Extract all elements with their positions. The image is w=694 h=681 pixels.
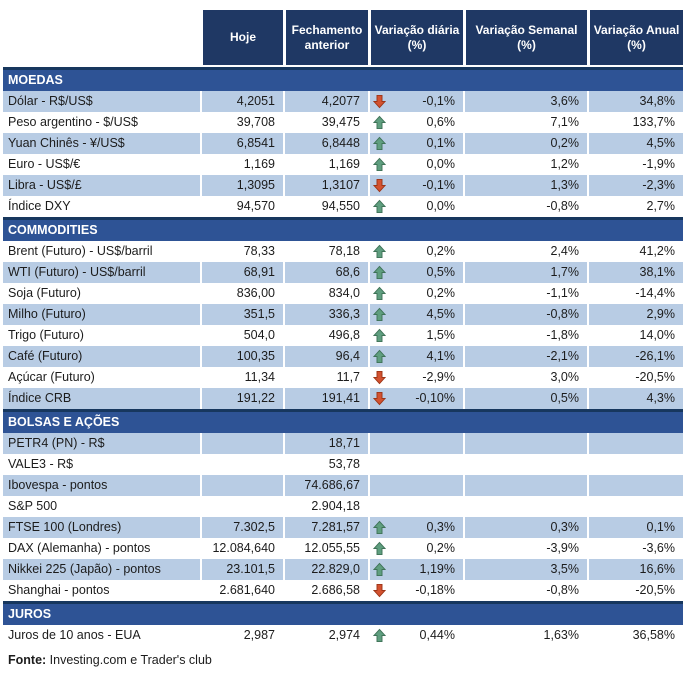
hoje-value: 78,33 [200,241,283,262]
daily-variation-value: -0,1% [422,178,455,192]
up-arrow-icon [373,307,386,322]
daily-variation-cell [368,580,463,601]
down-arrow-icon [373,583,386,598]
row-label: VALE3 - R$ [8,457,74,471]
weekly-variation-value [463,454,587,475]
daily-variation-cell [368,325,463,346]
fechamento-value: 11,7 [283,367,368,388]
table-row [3,454,683,475]
table-row [3,112,683,133]
section-header: JUROS [3,601,683,625]
trend-icon-slot [373,478,387,493]
annual-variation-value: 38,1% [587,262,683,283]
annual-variation-value: 4,5% [587,133,683,154]
source-label: Fonte: [8,653,47,667]
daily-variation-value: 0,5% [426,265,455,279]
weekly-variation-value: 3,0% [463,367,587,388]
table-row [3,496,683,517]
row-label: Milho (Futuro) [3,304,200,325]
weekly-variation-value [463,475,587,496]
daily-variation-cell [368,517,463,538]
table-body [3,67,683,646]
trend-icon-slot [373,499,387,514]
fechamento-value: 22.829,0 [283,559,368,580]
annual-variation-value: -20,5% [587,580,683,601]
annual-variation-value: -1,9% [587,154,683,175]
down-arrow-icon [373,178,386,193]
daily-variation-value: 0,6% [426,115,455,129]
annual-variation-value: -14,4% [587,283,683,304]
up-arrow-icon [373,562,386,577]
daily-variation-cell [368,133,463,154]
section-header: BOLSAS E AÇÕES [3,409,683,433]
row-label: Euro - US$/€ [8,157,81,171]
annual-variation-value: -20,5% [587,367,683,388]
fechamento-value: 2.904,18 [283,496,368,517]
table-row [3,580,683,601]
column-header-fechamento: Fechamento anterior [283,10,368,65]
column-header-variacao-diaria: Variação diária (%) [368,10,463,65]
row-label: Nikkei 225 (Japão) - pontos [3,559,200,580]
weekly-variation-value: 3,5% [463,559,587,580]
hoje-value [200,433,283,454]
down-arrow-icon [373,391,386,406]
trend-icon-slot [373,520,387,535]
table-header-row [3,10,683,65]
weekly-variation-value: -1,8% [463,325,587,346]
weekly-variation-value: 3,6% [463,91,587,112]
hoje-value: 504,0 [200,325,283,346]
hoje-value: 6,8541 [200,133,283,154]
trend-icon-slot [373,436,387,451]
hoje-value: 836,00 [200,283,283,304]
column-header-variacao-semanal: Variação Semanal (%) [463,10,587,65]
weekly-variation-value: 0,3% [463,517,587,538]
hoje-value: 94,570 [200,196,283,217]
row-label: Shanghai - pontos [8,583,110,597]
fechamento-value: 39,475 [283,112,368,133]
daily-variation-value: 4,1% [426,349,455,363]
fechamento-value: 4,2077 [283,91,368,112]
daily-variation-value: -2,9% [422,370,455,384]
annual-variation-value: 41,2% [587,241,683,262]
daily-variation-cell [368,196,463,217]
trend-icon-slot [373,178,387,193]
hoje-value: 191,22 [200,388,283,409]
row-label: Libra - US$/£ [3,175,200,196]
annual-variation-value: 4,3% [587,388,683,409]
up-arrow-icon [373,265,386,280]
row-label: FTSE 100 (Londres) [3,517,200,538]
hoje-value: 7.302,5 [200,517,283,538]
up-arrow-icon [373,286,386,301]
up-arrow-icon [373,541,386,556]
hoje-value: 39,708 [200,112,283,133]
fechamento-value: 2.686,58 [283,580,368,601]
fechamento-value: 496,8 [283,325,368,346]
weekly-variation-value [463,433,587,454]
weekly-variation-value: -2,1% [463,346,587,367]
weekly-variation-value: -0,8% [463,196,587,217]
hoje-value [200,475,283,496]
annual-variation-value: 36,58% [587,625,683,646]
trend-icon-slot [373,583,387,598]
daily-variation-cell [368,154,463,175]
row-label: Brent (Futuro) - US$/barril [8,244,153,258]
weekly-variation-value: 7,1% [463,112,587,133]
daily-variation-cell [368,625,463,646]
row-label: S&P 500 [8,499,58,513]
annual-variation-value [587,433,683,454]
table-row [3,262,683,283]
annual-variation-value: 16,6% [587,559,683,580]
hoje-value: 2,987 [200,625,283,646]
up-arrow-icon [373,157,386,172]
trend-icon-slot [373,286,387,301]
daily-variation-value: 0,44% [419,628,455,642]
fechamento-value: 1,169 [283,154,368,175]
daily-variation-value: 0,3% [426,520,455,534]
daily-variation-cell [368,454,463,475]
weekly-variation-value [463,496,587,517]
trend-icon-slot [373,265,387,280]
daily-variation-cell [368,304,463,325]
fechamento-value: 6,8448 [283,133,368,154]
weekly-variation-value: 1,7% [463,262,587,283]
table-row [3,283,683,304]
row-label: Soja (Futuro) [8,286,81,300]
section-header: MOEDAS [3,67,683,91]
row-label: Índice DXY [8,199,71,213]
annual-variation-value: 0,1% [587,517,683,538]
table-row [3,133,683,154]
hoje-value: 12.084,640 [200,538,283,559]
annual-variation-value: 14,0% [587,325,683,346]
fechamento-value: 94,550 [283,196,368,217]
market-report-table [3,10,683,669]
hoje-value: 351,5 [200,304,283,325]
row-label: Ibovespa - pontos [3,475,200,496]
table-row [3,538,683,559]
table-row [3,196,683,217]
table-row [3,517,683,538]
annual-variation-value [587,454,683,475]
annual-variation-value: 133,7% [587,112,683,133]
fechamento-value: 53,78 [283,454,368,475]
header-spacer [3,10,200,65]
trend-icon-slot [373,115,387,130]
fechamento-value: 2,974 [283,625,368,646]
row-label: Trigo (Futuro) [8,328,84,342]
column-header-variacao-anual: Variação Anual (%) [587,10,683,65]
hoje-value [200,454,283,475]
weekly-variation-value: 1,2% [463,154,587,175]
daily-variation-cell [368,367,463,388]
row-label: Peso argentino - $/US$ [8,115,138,129]
hoje-value: 11,34 [200,367,283,388]
annual-variation-value: -2,3% [587,175,683,196]
row-label: Índice CRB [3,388,200,409]
daily-variation-cell [368,433,463,454]
fechamento-value: 7.281,57 [283,517,368,538]
annual-variation-value: -3,6% [587,538,683,559]
daily-variation-cell [368,475,463,496]
annual-variation-value: 2,9% [587,304,683,325]
table-row [3,388,683,409]
table-row [3,91,683,112]
row-label: Juros de 10 anos - EUA [8,628,141,642]
fechamento-value: 1,3107 [283,175,368,196]
row-label: Café (Futuro) [3,346,200,367]
table-row [3,475,683,496]
trend-icon-slot [373,199,387,214]
table-row [3,175,683,196]
annual-variation-value: -26,1% [587,346,683,367]
up-arrow-icon [373,136,386,151]
daily-variation-value: 1,19% [419,562,455,576]
column-header-hoje: Hoje [200,10,283,65]
daily-variation-value: 0,1% [426,136,455,150]
trend-icon-slot [373,136,387,151]
fechamento-value: 68,6 [283,262,368,283]
trend-icon-slot [373,562,387,577]
annual-variation-value: 2,7% [587,196,683,217]
daily-variation-value: -0,1% [422,94,455,108]
trend-icon-slot [373,391,387,406]
weekly-variation-value: 0,2% [463,133,587,154]
up-arrow-icon [373,199,386,214]
weekly-variation-value: -1,1% [463,283,587,304]
daily-variation-cell [368,559,463,580]
row-label: Açúcar (Futuro) [8,370,95,384]
table-row [3,304,683,325]
fechamento-value: 191,41 [283,388,368,409]
daily-variation-value: 0,2% [426,244,455,258]
trend-icon-slot [373,349,387,364]
section-header: COMMODITIES [3,217,683,241]
fechamento-value: 12.055,55 [283,538,368,559]
weekly-variation-value: -0,8% [463,580,587,601]
hoje-value: 4,2051 [200,91,283,112]
fechamento-value: 18,71 [283,433,368,454]
up-arrow-icon [373,115,386,130]
fechamento-value: 78,18 [283,241,368,262]
hoje-value: 68,91 [200,262,283,283]
up-arrow-icon [373,520,386,535]
daily-variation-value: 0,0% [426,157,455,171]
up-arrow-icon [373,349,386,364]
weekly-variation-value: -0,8% [463,304,587,325]
daily-variation-value: 0,2% [426,286,455,300]
hoje-value: 23.101,5 [200,559,283,580]
row-label: DAX (Alemanha) - pontos [8,541,151,555]
trend-icon-slot [373,307,387,322]
trend-icon-slot [373,94,387,109]
trend-icon-slot [373,457,387,472]
daily-variation-cell [368,283,463,304]
table-row [3,433,683,454]
hoje-value [200,496,283,517]
hoje-value: 2.681,640 [200,580,283,601]
weekly-variation-value: 1,3% [463,175,587,196]
table-row [3,241,683,262]
trend-icon-slot [373,628,387,643]
daily-variation-cell [368,346,463,367]
daily-variation-value: 1,5% [426,328,455,342]
daily-variation-cell [368,241,463,262]
daily-variation-cell [368,538,463,559]
up-arrow-icon [373,244,386,259]
daily-variation-value: 4,5% [426,307,455,321]
down-arrow-icon [373,94,386,109]
table-row [3,559,683,580]
annual-variation-value [587,496,683,517]
table-row [3,625,683,646]
hoje-value: 100,35 [200,346,283,367]
table-row [3,346,683,367]
hoje-value: 1,3095 [200,175,283,196]
weekly-variation-value: -3,9% [463,538,587,559]
trend-icon-slot [373,541,387,556]
trend-icon-slot [373,244,387,259]
table-row [3,154,683,175]
row-label: WTI (Futuro) - US$/barril [3,262,200,283]
annual-variation-value [587,475,683,496]
up-arrow-icon [373,328,386,343]
row-label: PETR4 (PN) - R$ [3,433,200,454]
daily-variation-cell [368,91,463,112]
annual-variation-value: 34,8% [587,91,683,112]
source-text: Investing.com e Trader's club [46,653,212,667]
up-arrow-icon [373,628,386,643]
fechamento-value: 336,3 [283,304,368,325]
daily-variation-cell [368,175,463,196]
weekly-variation-value: 0,5% [463,388,587,409]
row-label: Dólar - R$/US$ [3,91,200,112]
hoje-value: 1,169 [200,154,283,175]
daily-variation-value: 0,0% [426,199,455,213]
daily-variation-cell [368,262,463,283]
table-row [3,325,683,346]
daily-variation-value: -0,18% [415,583,455,597]
daily-variation-cell [368,388,463,409]
trend-icon-slot [373,157,387,172]
trend-icon-slot [373,370,387,385]
fechamento-value: 96,4 [283,346,368,367]
table-row [3,367,683,388]
weekly-variation-value: 2,4% [463,241,587,262]
row-label: Yuan Chinês - ¥/US$ [3,133,200,154]
source-note [3,651,683,669]
trend-icon-slot [373,328,387,343]
daily-variation-value: 0,2% [426,541,455,555]
daily-variation-cell [368,496,463,517]
fechamento-value: 834,0 [283,283,368,304]
daily-variation-cell [368,112,463,133]
fechamento-value: 74.686,67 [283,475,368,496]
weekly-variation-value: 1,63% [463,625,587,646]
daily-variation-value: -0,10% [415,391,455,405]
down-arrow-icon [373,370,386,385]
